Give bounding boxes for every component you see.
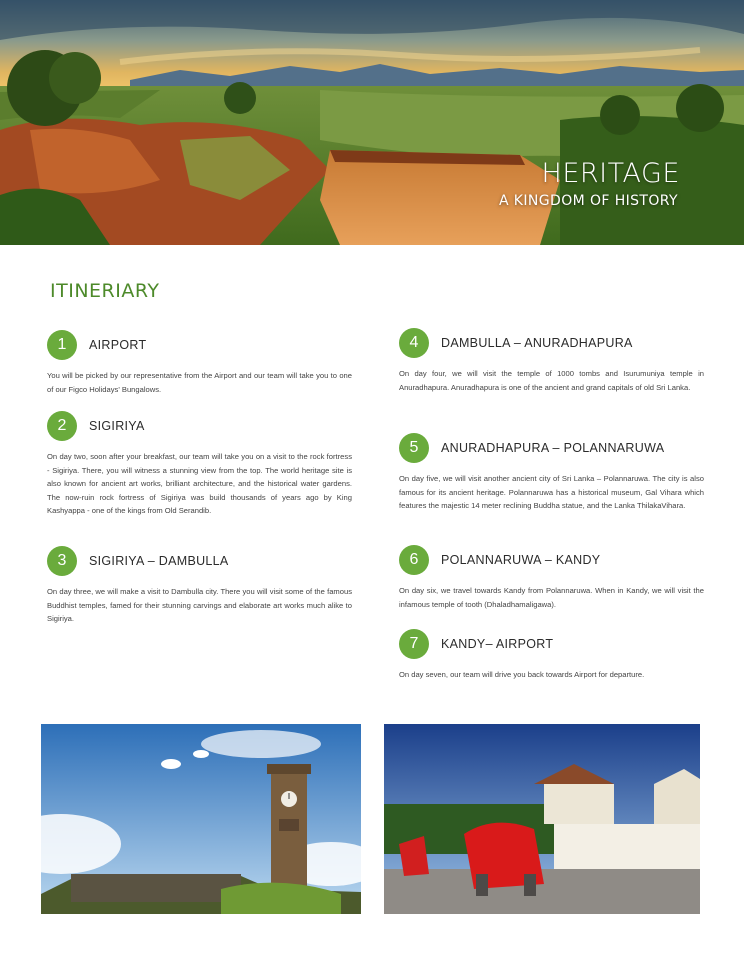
day-number-badge: 5	[399, 433, 429, 463]
day-title: DAMBULLA – ANURADHAPURA	[441, 336, 633, 350]
day-title: POLANNARUWA – KANDY	[441, 553, 601, 567]
day-number-badge: 1	[47, 330, 77, 360]
itinerary-day-6	[399, 545, 704, 611]
day-number-badge: 6	[399, 545, 429, 575]
itinerary-day-2	[47, 411, 352, 518]
day-description: On day two, soon after your breakfast, our team will take you on a visit to the rock fortress - Sigiriya. There, you will witness a stunning view from the top. The world heritage site is also known for ancient art works, brilliant architecture, and the historical water gardens. The now-ruin rock fortress of Sigiriya was build thousands of years ago by King Kashyappa - one of the kings from Old Serandib.	[47, 452, 352, 516]
itinerary-day-1	[47, 330, 352, 396]
day-number-badge: 4	[399, 328, 429, 358]
clock-tower-photo	[41, 724, 361, 914]
day-description: On day six, we travel towards Kandy from Polannaruwa. When in Kandy, we will visit the infamous temple of tooth (Dhaladhamaligawa).	[399, 586, 704, 609]
day-description: On day five, we will visit another ancient city of Sri Lanka – Polannaruwa. The city is also famous for its ancient heritage. Polannaruwa has a historical museum, Gal Vihara which features the majestic 14 meter reclining Buddha statue, and the Lanka ThilakaVihara.	[399, 474, 704, 511]
day-number-badge: 3	[47, 546, 77, 576]
day-number-badge: 7	[399, 629, 429, 659]
hero-title: HERITAGE	[541, 158, 680, 189]
day-description: On day seven, our team will drive you back towards Airport for departure.	[399, 670, 645, 679]
itinerary-day-7	[399, 629, 704, 682]
itinerary-day-3	[47, 546, 352, 626]
day-title: SIGIRIYA	[89, 419, 145, 433]
day-title: SIGIRIYA – DAMBULLA	[89, 554, 229, 568]
day-title: ANURADHAPURA – POLANNARUWA	[441, 441, 665, 455]
hero-banner	[0, 0, 744, 245]
day-description: On day four, we will visit the temple of 1000 tombs and Isurumuniya temple in Anuradhapura. Anuradhapura is one of the ancient and grand capitals of old Sri Lanka.	[399, 369, 704, 392]
day-title: KANDY– AIRPORT	[441, 637, 554, 651]
day-description: You will be picked by our representative from the Airport and our team will take you to one of our Figco Holidays' Bungalows.	[47, 371, 352, 394]
temple-elephants-photo	[384, 724, 700, 914]
itinerary-day-5	[399, 433, 704, 513]
itinerary-day-4	[399, 328, 704, 394]
day-title: AIRPORT	[89, 338, 147, 352]
day-number-badge: 2	[47, 411, 77, 441]
section-heading: ITINERIARY	[50, 280, 160, 302]
hero-subtitle: A KINGDOM OF HISTORY	[498, 193, 678, 209]
day-description: On day three, we will make a visit to Dambulla city. There you will visit some of the famous Buddhist temples, famed for their stunning carvings and elaborate art works much alike to Sigiriya.	[47, 587, 352, 624]
